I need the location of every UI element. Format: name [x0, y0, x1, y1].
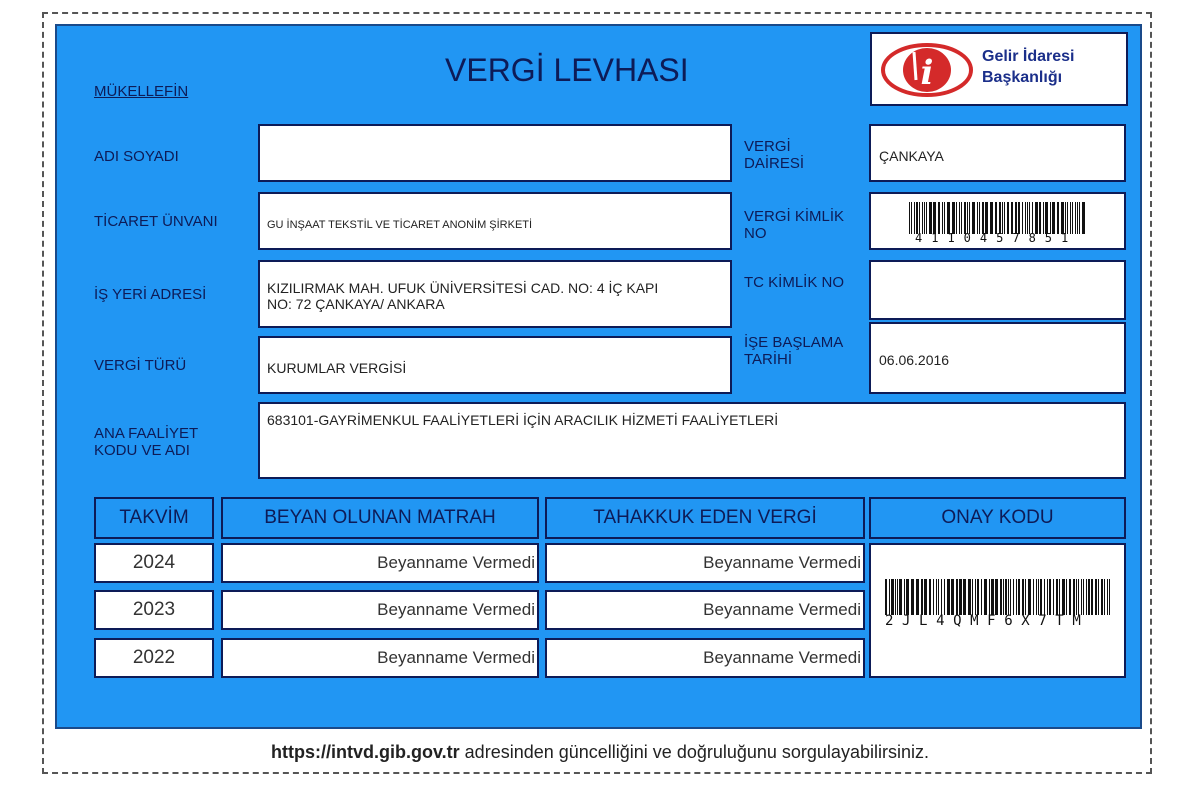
barcode-bar [1086, 579, 1087, 615]
barcode-bar [916, 579, 919, 615]
barcode-bar [1069, 579, 1071, 615]
barcode-bar [897, 579, 898, 615]
barcode-bar [1010, 579, 1011, 615]
trade-name-label: TİCARET ÜNVANI [94, 213, 218, 230]
trade-name-field [258, 192, 732, 250]
barcode-bar [1008, 579, 1009, 615]
barcode-bar [995, 202, 997, 234]
tax-id-label-line2: NO [744, 225, 767, 242]
barcode-bar [944, 202, 945, 234]
barcode-bar [938, 202, 940, 234]
barcode-bar [1082, 202, 1085, 234]
barcode-bar [969, 202, 970, 234]
barcode-bar [938, 579, 939, 615]
barcode-bar [911, 202, 912, 234]
barcode-bar [906, 579, 909, 615]
barcode-bar [963, 579, 966, 615]
tax-id-value: 4110457851 [915, 231, 1078, 245]
start-date-label [744, 334, 843, 368]
barcode-bar [895, 579, 896, 615]
barcode-bar [1040, 579, 1042, 615]
table-row-accrued-tax: Beyanname Vermedi [545, 590, 865, 630]
table-header-declared-base: BEYAN OLUNAN MATRAH [221, 497, 539, 539]
barcode-bar [1057, 202, 1059, 234]
barcode-bar [941, 579, 942, 615]
barcode-bar [1077, 202, 1078, 234]
barcode-bar [1039, 202, 1041, 234]
barcode-bar [1075, 202, 1076, 234]
main-activity-field [258, 402, 1126, 479]
barcode-bar [916, 202, 918, 234]
approval-code-value: 2JL4QMF6X7TM [885, 613, 1090, 629]
barcode-bar [1033, 579, 1034, 615]
barcode-bar [947, 579, 950, 615]
barcode-bar [959, 202, 960, 234]
main-activity-label [94, 425, 198, 459]
barcode-bar [1066, 579, 1067, 615]
barcode-bar [1081, 579, 1082, 615]
barcode-bar [1061, 202, 1064, 234]
tax-office-label-line2: DAİRESİ [744, 155, 805, 172]
barcode-bar [1073, 579, 1075, 615]
barcode-bar [1032, 202, 1033, 234]
barcode-bar [1016, 579, 1017, 615]
barcode-bar [982, 202, 984, 234]
tax-type-value: KURUMLAR VERGİSİ [267, 360, 407, 376]
gib-logo-icon [880, 40, 974, 100]
barcode-bar [1035, 202, 1038, 234]
business-address-line2: NO: 72 ÇANKAYA/ ANKARA [267, 296, 445, 312]
barcode-bar [1062, 579, 1065, 615]
barcode-bar [926, 202, 927, 234]
tax-office-label-line1: VERGİ [744, 138, 791, 155]
barcode-bar [1107, 579, 1108, 615]
tax-type-label: VERGİ TÜRÜ [94, 357, 187, 374]
barcode-bar [1101, 579, 1103, 615]
barcode-bar [972, 202, 975, 234]
verification-text: adresinden güncelliğini ve doğruluğunu sorgulayabilirsiniz. [459, 742, 929, 762]
barcode-bar [1065, 202, 1066, 234]
table-row-accrued-tax: Beyanname Vermedi [545, 543, 865, 583]
barcode-bar [990, 202, 993, 234]
start-date-value: 06.06.2016 [879, 352, 950, 368]
barcode-bar [1018, 579, 1020, 615]
barcode-bar [1038, 579, 1039, 615]
barcode-bar [1028, 579, 1031, 615]
barcode-bar [961, 202, 962, 234]
approval-code-barcode [885, 579, 1113, 615]
barcode-bar [1036, 579, 1037, 615]
barcode-bar [985, 202, 988, 234]
barcode-bar [1098, 579, 1099, 615]
table-header-accrued-tax: TAHAKKUK EDEN VERGİ [545, 497, 865, 539]
barcode-bar [967, 202, 968, 234]
start-date-label-line2: TARİHİ [744, 351, 793, 368]
barcode-bar [1025, 579, 1026, 615]
page-title: VERGİ LEVHASI [445, 52, 689, 88]
tax-office-field [869, 124, 1126, 182]
barcode-bar [924, 202, 925, 234]
barcode-bar [1002, 202, 1003, 234]
barcode-bar [959, 579, 962, 615]
barcode-bar [929, 202, 932, 234]
barcode-bar [909, 202, 910, 234]
barcode-bar [1047, 579, 1048, 615]
verification-footer [0, 742, 1200, 763]
barcode-bar [1049, 579, 1051, 615]
gib-logo-text [982, 46, 1075, 88]
tax-office-label [744, 138, 804, 172]
tax-type-field [258, 336, 732, 394]
barcode-bar [911, 579, 914, 615]
barcode-bar [899, 579, 902, 615]
barcode-bar [1072, 202, 1073, 234]
business-address-field [258, 260, 732, 328]
barcode-bar [1022, 202, 1023, 234]
barcode-bar [977, 579, 979, 615]
barcode-bar [984, 579, 987, 615]
barcode-bar [1015, 202, 1017, 234]
main-activity-value: 683101-GAYRİMENKUL FAALİYETLERİ İÇİN ARACILIK HİZMETİ FAALİYETLERİ [267, 412, 779, 428]
table-header-approval-code: ONAY KODU [869, 497, 1126, 539]
tax-id-field [869, 192, 1126, 250]
barcode-bar [1095, 579, 1097, 615]
business-address-label: İŞ YERİ ADRESİ [94, 286, 207, 303]
barcode-bar [924, 579, 927, 615]
barcode-bar [1067, 202, 1068, 234]
barcode-bar [1027, 202, 1028, 234]
svg-text:i: i [920, 53, 934, 93]
barcode-bar [1083, 579, 1084, 615]
barcode-bar [933, 202, 936, 234]
barcode-bar [1076, 579, 1077, 615]
barcode-bar [1004, 202, 1005, 234]
barcode-bar [1000, 579, 1002, 615]
barcode-bar [889, 579, 890, 615]
barcode-bar [1070, 202, 1071, 234]
barcode-bar [904, 579, 905, 615]
taxpayer-section-label: MÜKELLEFİN [94, 83, 189, 100]
barcode-bar [936, 579, 937, 615]
barcode-bar [947, 202, 950, 234]
main-activity-label-line1: ANA FAALİYET [94, 425, 199, 442]
barcode-bar [979, 202, 980, 234]
barcode-bar [975, 579, 976, 615]
national-id-field [869, 260, 1126, 320]
barcode-bar [1029, 202, 1030, 234]
barcode-bar [1079, 202, 1080, 234]
barcode-bar [956, 579, 958, 615]
barcode-bar [952, 202, 955, 234]
table-row-year: 2023 [94, 590, 214, 630]
barcode-bar [1013, 579, 1014, 615]
barcode-bar [999, 202, 1001, 234]
barcode-bar [1053, 579, 1054, 615]
barcode-bar [956, 202, 957, 234]
barcode-bar [1052, 202, 1055, 234]
barcode-bar [1109, 579, 1110, 615]
verification-url: https://intvd.gib.gov.tr [271, 742, 460, 762]
approval-code-field [869, 543, 1126, 678]
barcode-bar [995, 579, 998, 615]
name-label: ADI SOYADI [94, 148, 179, 165]
tax-id-label-line1: VERGİ KİMLİK [744, 208, 845, 225]
table-row-accrued-tax: Beyanname Vermedi [545, 638, 865, 678]
barcode-bar [951, 579, 954, 615]
tax-id-label [744, 208, 844, 242]
start-date-label-line1: İŞE BAŞLAMA [744, 334, 844, 351]
barcode-bar [991, 579, 994, 615]
barcode-bar [1078, 579, 1079, 615]
barcode-bar [885, 579, 887, 615]
table-row-year: 2022 [94, 638, 214, 678]
barcode-bar [921, 579, 923, 615]
barcode-bar [1056, 579, 1058, 615]
tax-office-value: ÇANKAYA [879, 148, 944, 164]
barcode-bar [1045, 202, 1048, 234]
barcode-bar [891, 579, 894, 615]
barcode-bar [929, 579, 931, 615]
barcode-bar [968, 579, 971, 615]
barcode-bar [981, 579, 982, 615]
barcode-bar [1025, 202, 1026, 234]
table-row-declared-base: Beyanname Vermedi [221, 590, 539, 630]
barcode-bar [1022, 579, 1024, 615]
barcode-bar [942, 202, 943, 234]
barcode-bar [1018, 202, 1020, 234]
name-field [258, 124, 732, 182]
tax-id-barcode [909, 202, 1089, 234]
barcode-bar [1088, 579, 1090, 615]
barcode-bar [919, 202, 920, 234]
barcode-bar [1104, 579, 1105, 615]
barcode-bar [1003, 579, 1004, 615]
gib-logo [870, 32, 1128, 106]
barcode-bar [1043, 202, 1044, 234]
barcode-bar [914, 202, 915, 234]
barcode-bar [972, 579, 973, 615]
barcode-bar [1091, 579, 1093, 615]
logo-line-1: Gelir İdaresi [982, 48, 1075, 65]
barcode-bar [933, 579, 934, 615]
table-row-year: 2024 [94, 543, 214, 583]
national-id-label: TC KİMLİK NO [744, 274, 845, 291]
barcode-bar [922, 202, 923, 234]
barcode-bar [1011, 202, 1013, 234]
barcode-bar [944, 579, 945, 615]
start-date-field [869, 322, 1126, 394]
logo-line-2: Başkanlığı [982, 69, 1063, 86]
table-row-declared-base: Beyanname Vermedi [221, 543, 539, 583]
trade-name-value: GU İNŞAAT TEKSTİL VE TİCARET ANONİM ŞİRKETİ [267, 219, 533, 231]
barcode-bar [1007, 202, 1009, 234]
main-activity-label-line2: KODU VE ADI [94, 442, 190, 459]
barcode-bar [1059, 579, 1060, 615]
barcode-bar [964, 202, 966, 234]
business-address-line1: KIZILIRMAK MAH. UFUK ÜNİVERSİTESİ CAD. NO: 4 İÇ KAPI [267, 280, 659, 296]
barcode-bar [1044, 579, 1045, 615]
barcode-bar [1005, 579, 1007, 615]
table-header-calendar: TAKVİM [94, 497, 214, 539]
barcode-bar [1050, 202, 1051, 234]
barcode-bar [977, 202, 978, 234]
barcode-bar [989, 579, 990, 615]
table-row-declared-base: Beyanname Vermedi [221, 638, 539, 678]
